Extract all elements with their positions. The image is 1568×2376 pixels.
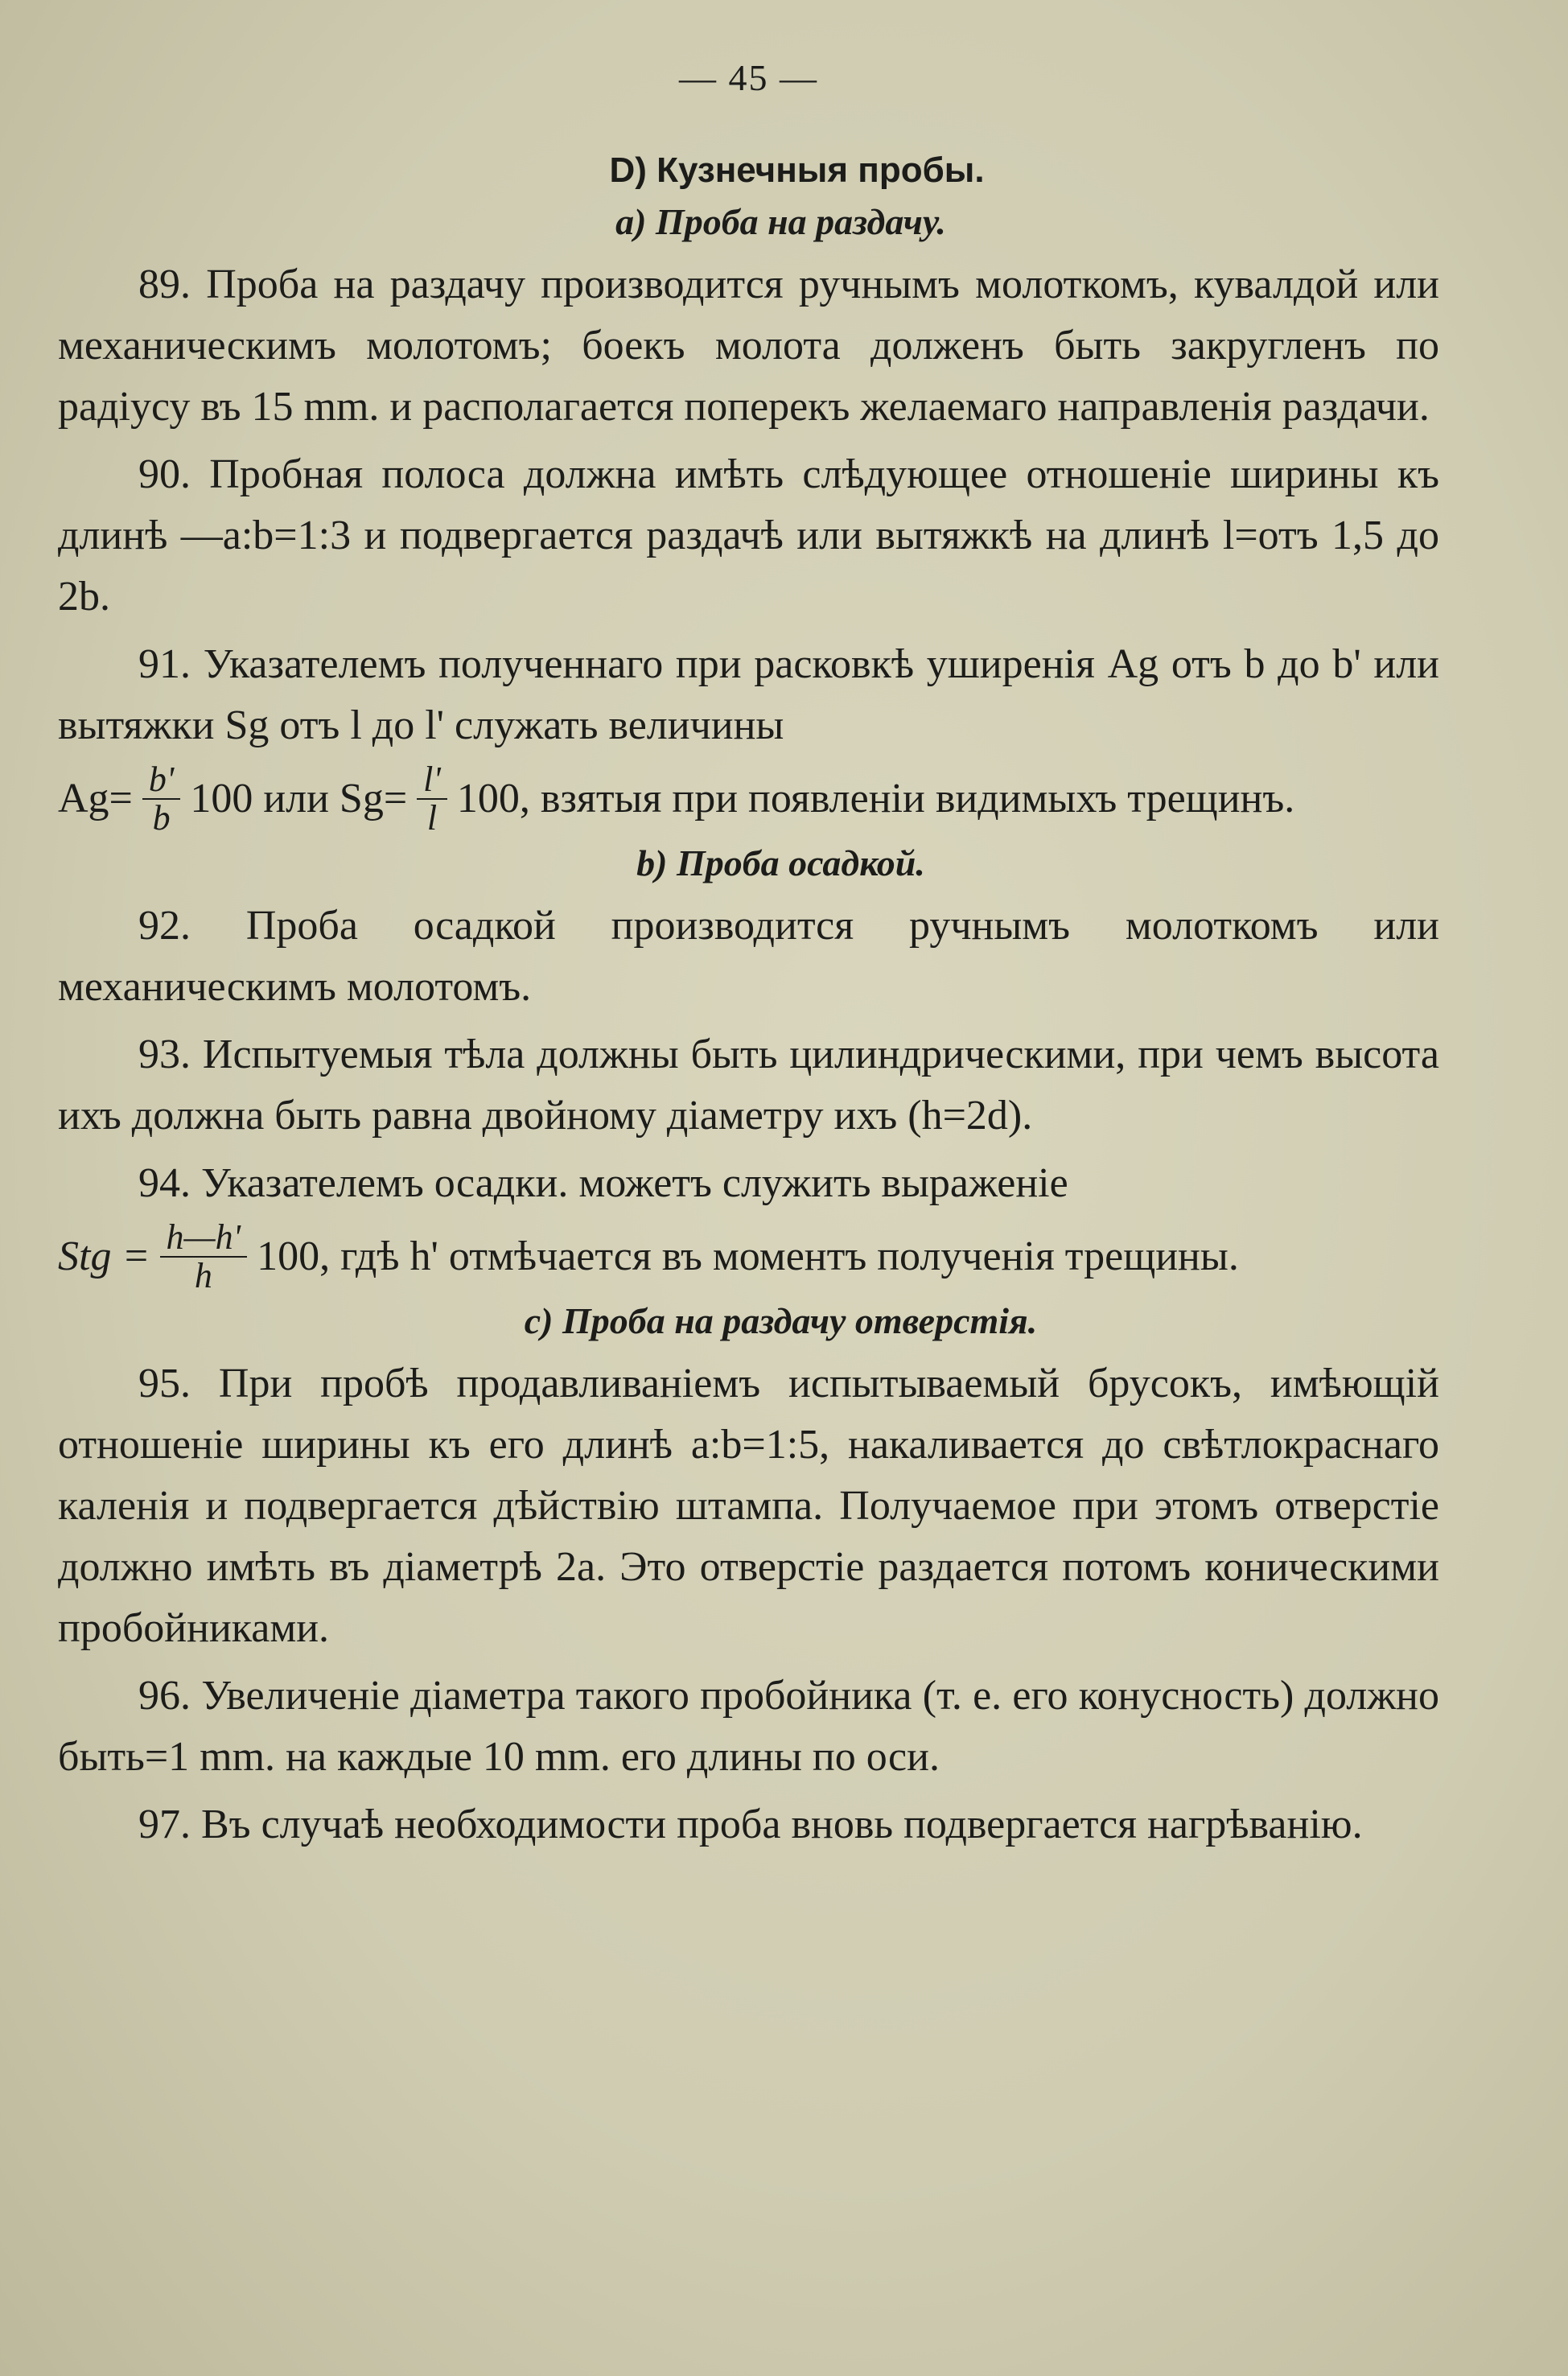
formula-94-tail: 100, гдѣ h' отмѣчается въ моментъ полученія трещины. [257, 1233, 1239, 1279]
paragraph-97: 97. Въ случаѣ необходимости проба вновь подвергается нагрѣванію. [138, 1802, 1363, 1847]
paragraph-93: 93. Испытуемыя тѣла должны быть цилиндрическими, при чемъ высота ихъ должна быть равна двойному діаметру ихъ (h=2d). [58, 1032, 1439, 1139]
formula-91 [58, 761, 1439, 837]
subheading-b: b) Проба осадкой. [636, 842, 925, 883]
formula-91-tail: 100, взятыя при появленіи видимыхъ трещинъ. [456, 776, 1295, 822]
fraction-h-denominator: h [194, 1256, 212, 1295]
paragraph-89: 89. Проба на раздачу производится ручнымъ молоткомъ, кувалдой или механическимъ молотомъ; боекъ молота долженъ быть закругленъ по радіусу въ 15 mm. и располагается поперекъ желаемаго направленія раздачи. [58, 261, 1439, 430]
paragraph-92: 92. Проба осадкой производится ручнымъ молоткомъ или механическимъ молотомъ. [58, 903, 1439, 1010]
subheading-a: a) Проба на раздачу. [615, 201, 946, 242]
page-number: — 45 — [679, 57, 818, 98]
formula-mid-text: 100 или Sg= [190, 776, 408, 822]
paragraph-95: 95. При пробѣ продавливаніемъ испытываемый брусокъ, имѣющій отношеніе ширины къ его длинѣ a:b=1:5, накаливается до свѣтлокраснаго каленія и подвергается дѣйствію штампа. Получаемое при этомъ отверстіе должно имѣть въ діаметрѣ 2a. Это отверстіе раздается потомъ коническими пробойниками. [58, 1361, 1439, 1651]
subheading-c: c) Проба на раздачу отверстія. [524, 1300, 1038, 1341]
section-title: D) Кузнечныя пробы. [609, 150, 985, 190]
fraction-h [160, 1219, 248, 1295]
paragraph-96: 96. Увеличеніе діаметра такого пробойника (т. е. его конусность) должно быть=1 mm. на каждые 10 mm. его длины по оси. [58, 1673, 1439, 1780]
formula-ag-label: Ag= [58, 776, 133, 822]
fraction-h-numerator: h—h' [160, 1219, 248, 1258]
paragraph-94: 94. Указателемъ осадки. можетъ служить выраженіе [138, 1160, 1068, 1206]
formula-stg-label: Stg = [58, 1233, 150, 1279]
fraction-l [417, 761, 447, 837]
fraction-l-numerator: l' [417, 761, 447, 800]
fraction-b-numerator: b' [142, 761, 180, 800]
fraction-b-denominator: b [152, 798, 171, 838]
fraction-l-denominator: l [426, 798, 438, 838]
paragraph-90: 90. Пробная полоса должна имѣть слѣдующее отношеніе ширины къ длинѣ —a:b=1:3 и подвергается раздачѣ или вытяжкѣ на длинѣ l=отъ 1,5 до 2b. [58, 451, 1439, 620]
fraction-b [142, 761, 180, 837]
formula-94 [58, 1219, 1439, 1295]
paragraph-91: 91. Указателемъ полученнаго при расковкѣ уширенія Ag отъ b до b' или вытяжки Sg отъ l до l' служать величины [58, 641, 1439, 748]
